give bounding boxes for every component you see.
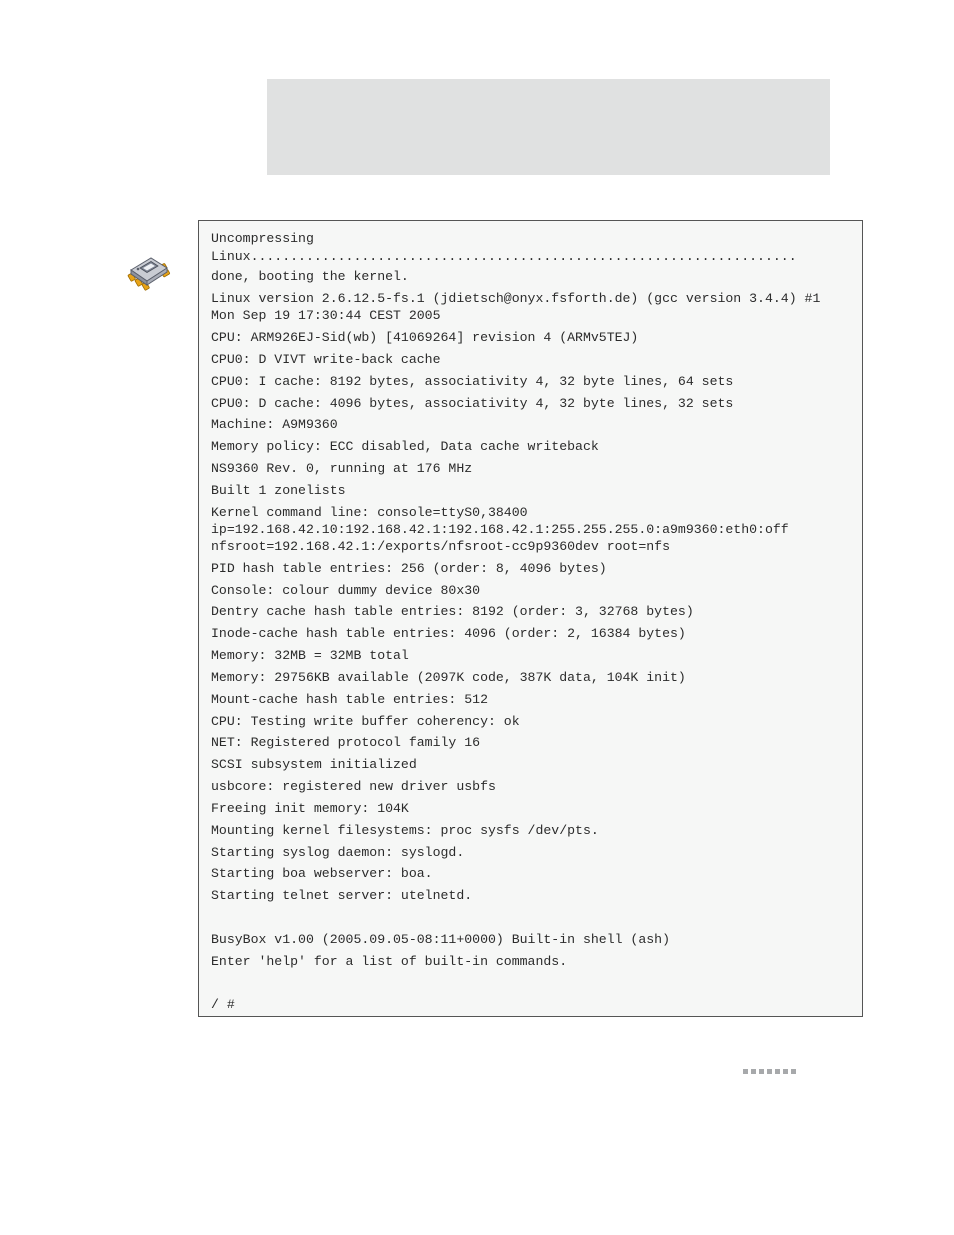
console-line: Enter 'help' for a list of built-in commands. [211,954,568,969]
console-line: SCSI subsystem initialized [211,757,417,772]
console-line: Starting boa webserver: boa. [211,866,433,881]
header-bar [267,79,830,175]
console-line: Memory: 32MB = 32MB total [211,648,409,663]
console-line: Linux version 2.6.12.5-fs.1 (jdietsch@onyx.fsforth.de) (gcc version 3.4.4) #1 [211,291,821,306]
chip-icon [125,252,171,292]
console-line: Linux..................................................................... [211,249,797,264]
dotted-rule-icon [743,1069,803,1075]
console-line: BusyBox v1.00 (2005.09.05-08:11+0000) Built-in shell (ash) [211,932,670,947]
console-line: Dentry cache hash table entries: 8192 (order: 3, 32768 bytes) [211,604,694,619]
console-line: CPU0: I cache: 8192 bytes, associativity 4, 32 byte lines, 64 sets [211,374,734,389]
console-output [198,220,863,1017]
console-line: PID hash table entries: 256 (order: 8, 4096 bytes) [211,561,607,576]
console-line: CPU: ARM926EJ-Sid(wb) [41069264] revision 4 (ARMv5TEJ) [211,330,639,345]
console-line: Inode-cache hash table entries: 4096 (order: 2, 16384 bytes) [211,626,686,641]
console-line: Console: colour dummy device 80x30 [211,583,481,598]
console-line: CPU0: D cache: 4096 bytes, associativity 4, 32 byte lines, 32 sets [211,396,734,411]
console-line: Memory policy: ECC disabled, Data cache writeback [211,439,599,454]
console-line: CPU0: D VIVT write-back cache [211,352,441,367]
console-line: Mounting kernel filesystems: proc sysfs /dev/pts. [211,823,599,838]
console-line: Memory: 29756KB available (2097K code, 387K data, 104K init) [211,670,686,685]
console-line: Machine: A9M9360 [211,417,338,432]
console-line: Mon Sep 19 17:30:44 CEST 2005 [211,308,441,323]
console-line: Kernel command line: console=ttyS0,38400 [211,505,528,520]
console-line: Starting telnet server: utelnetd. [211,888,473,903]
console-line: Uncompressing [211,231,314,246]
console-line: Starting syslog daemon: syslogd. [211,845,465,860]
console-line: Built 1 zonelists [211,483,346,498]
console-line: nfsroot=192.168.42.1:/exports/nfsroot-cc9p9360dev root=nfs [211,539,670,554]
console-prompt: / # [211,997,235,1012]
console-line: CPU: Testing write buffer coherency: ok [211,714,520,729]
console-line: Freeing init memory: 104K [211,801,409,816]
console-line: usbcore: registered new driver usbfs [211,779,496,794]
console-line: NET: Registered protocol family 16 [211,735,481,750]
console-line: NS9360 Rev. 0, running at 176 MHz [211,461,473,476]
console-line: Mount-cache hash table entries: 512 [211,692,488,707]
console-line: done, booting the kernel. [211,269,409,284]
console-line: ip=192.168.42.10:192.168.42.1:192.168.42.1:255.255.255.0:a9m9360:eth0:off [211,522,789,537]
